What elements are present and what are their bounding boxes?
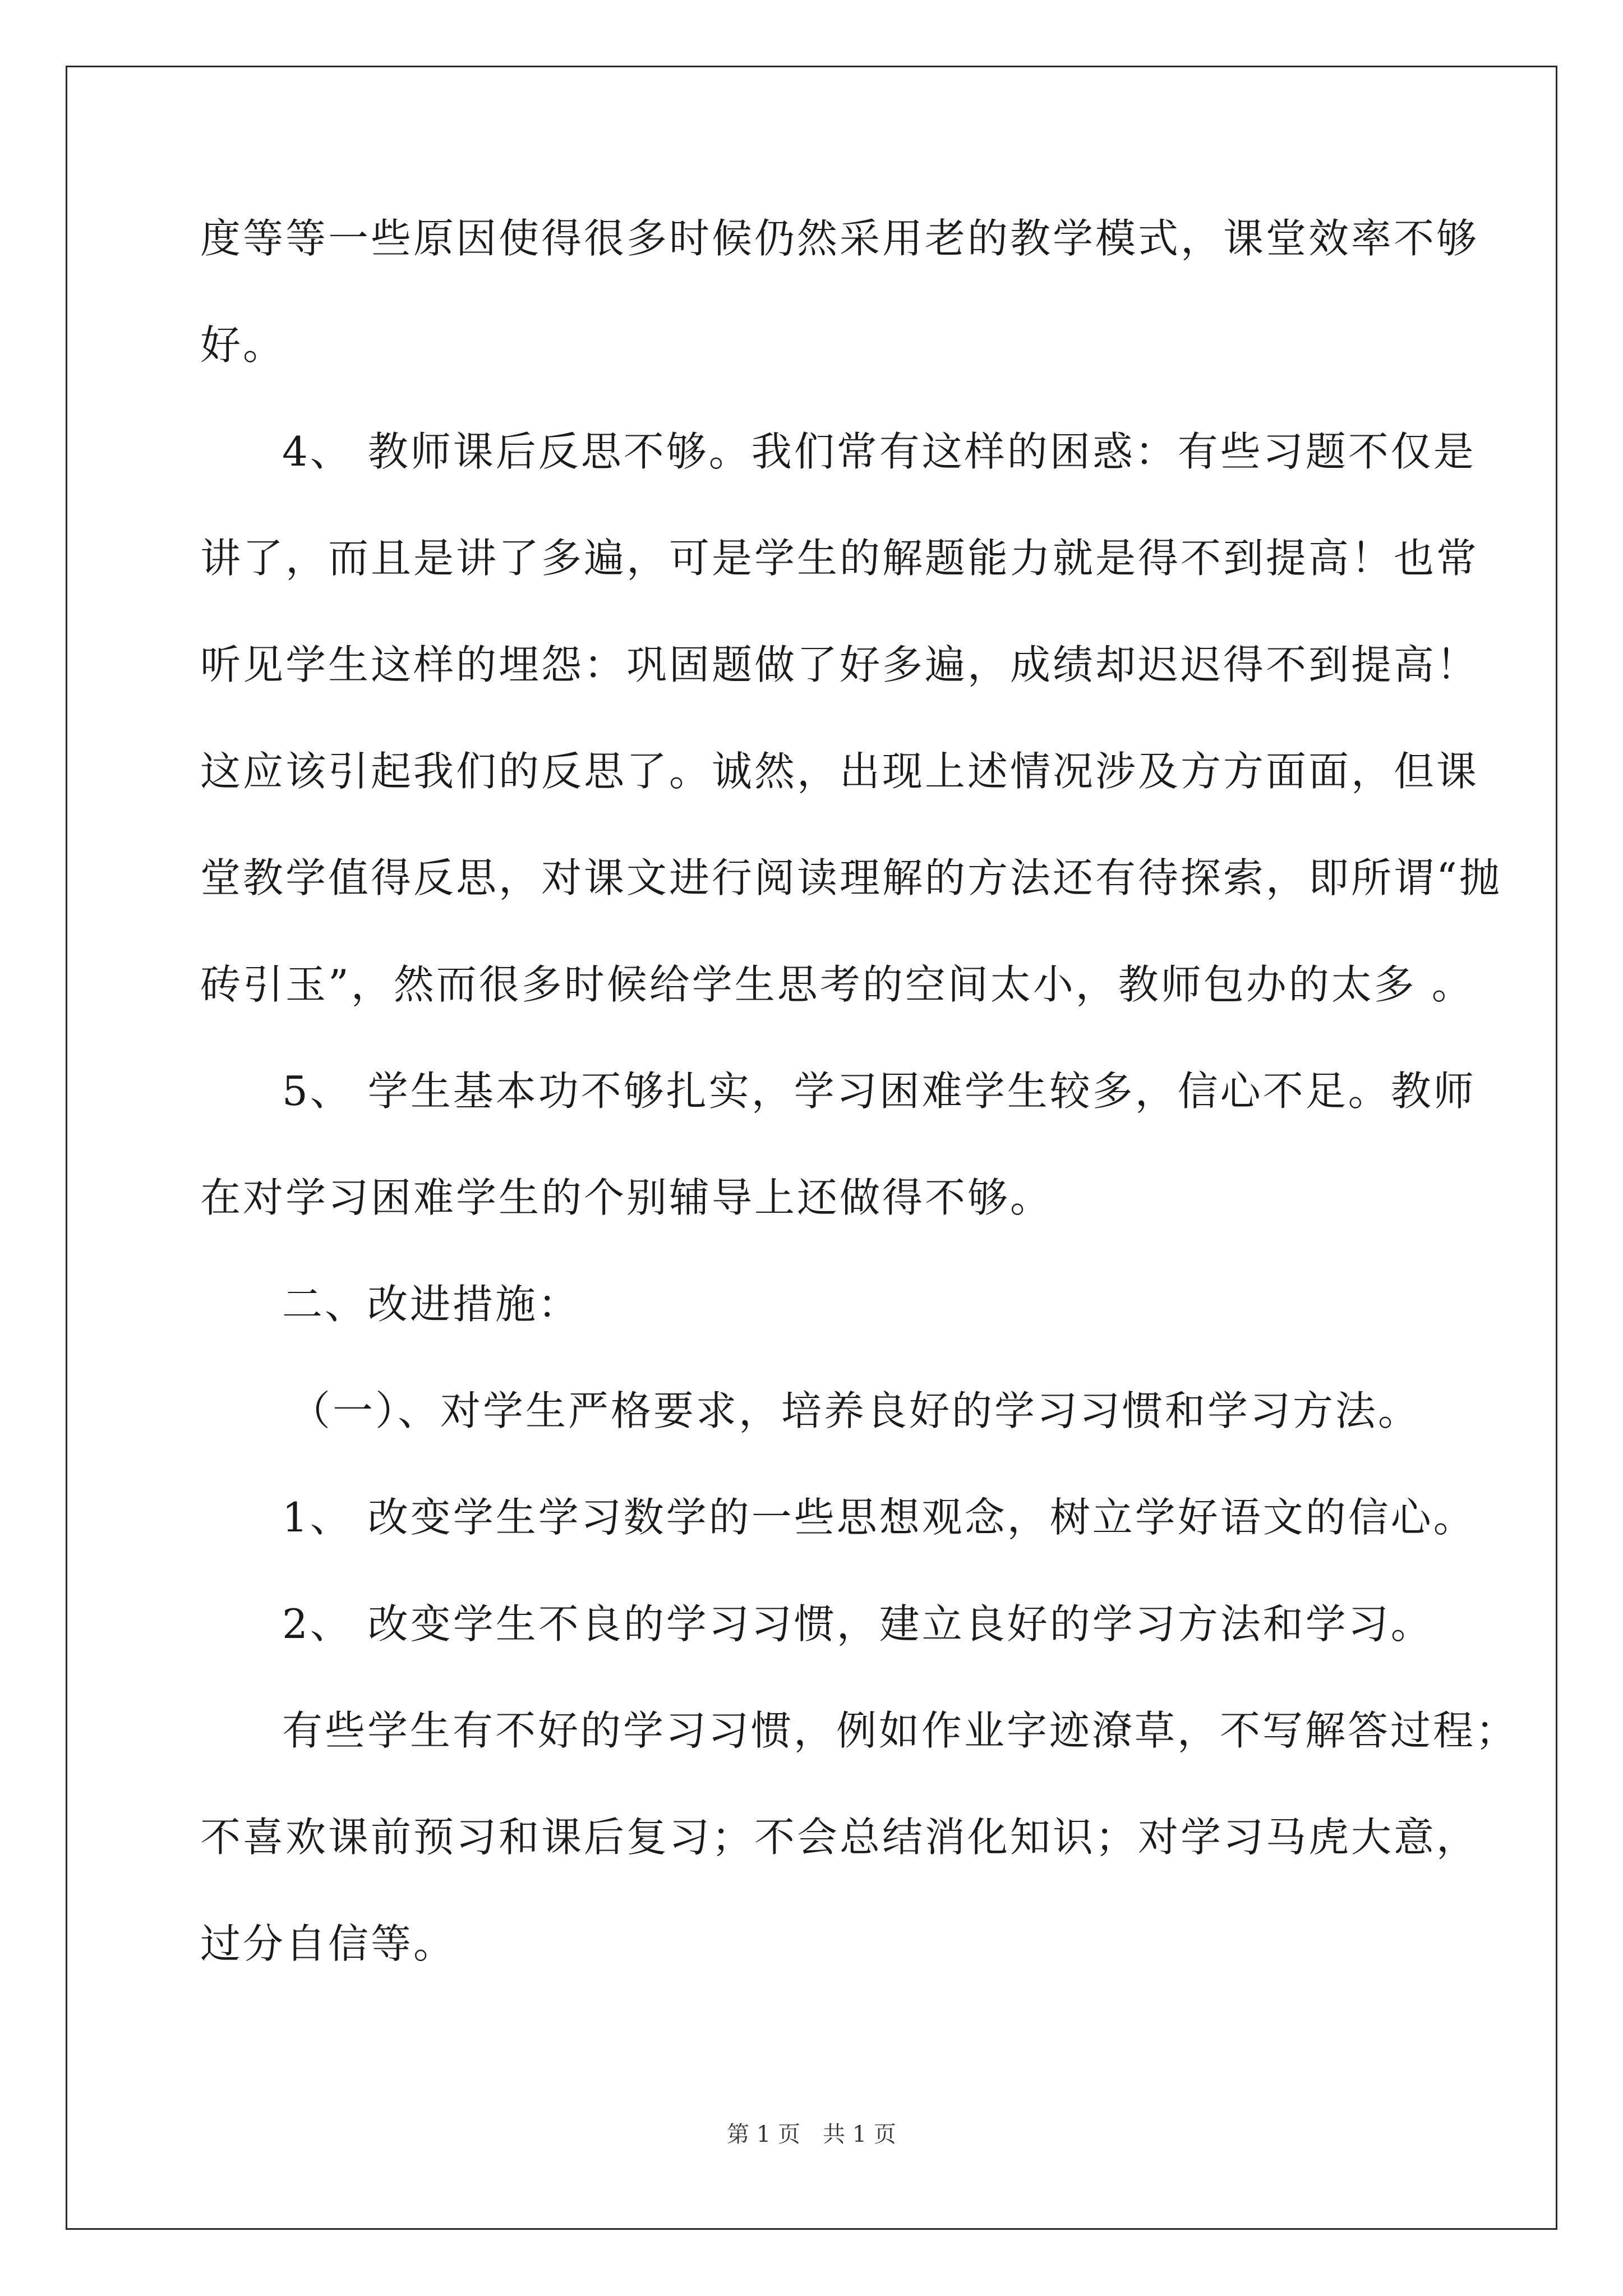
text-line: 好。 xyxy=(200,321,286,369)
text-line: 1、 改变学生学习数学的一些思想观念，树立学好语文的信心。 xyxy=(282,1494,1476,1541)
text-line: 堂教学值得反思，对课文进行阅读理解的方法还有待探索，即所谓“抛 xyxy=(200,854,1502,901)
text-line: 2、 改变学生不良的学习习惯，建立良好的学习方法和学习。 xyxy=(282,1600,1433,1648)
text-line: 讲了，而且是讲了多遍，可是学生的解题能力就是得不到提高！也常 xyxy=(200,535,1479,582)
text-line: 在对学习困难学生的个别辅导上还做得不够。 xyxy=(200,1174,1053,1221)
text-line: 听见学生这样的埋怨：巩固题做了好多遍，成绩却迟迟得不到提高！ xyxy=(200,641,1479,688)
subsection-heading: （一）、对学生严格要求，培养良好的学习习惯和学习方法。 xyxy=(290,1387,1421,1434)
text-line: 度等等一些原因使得很多时候仍然采用老的教学模式，课堂效率不够 xyxy=(200,215,1479,262)
text-line: 砖引玉”，然而很多时候给学生思考的空间太小，教师包办的太多 。 xyxy=(200,961,1474,1008)
text-line: 5、 学生基本功不够扎实，学习困难学生较多，信心不足。教师 xyxy=(282,1068,1476,1115)
text-line: 这应该引起我们的反思了。诚然，出现上述情况涉及方方面面，但课 xyxy=(200,748,1479,795)
text-line: 有些学生有不好的学习习惯，例如作业字迹潦草，不写解答过程； xyxy=(282,1707,1519,1754)
text-line: 不喜欢课前预习和课后复习；不会总结消化知识；对学习马虎大意， xyxy=(200,1814,1479,1861)
text-line: 过分自信等。 xyxy=(200,1920,457,1967)
page-border xyxy=(66,66,1557,2230)
text-line: 4、 教师课后反思不够。我们常有这样的困惑：有些习题不仅是 xyxy=(282,428,1476,475)
section-heading: 二、改进措施： xyxy=(282,1281,581,1328)
page-number: 第 1 页 共 1 页 xyxy=(727,2122,896,2147)
